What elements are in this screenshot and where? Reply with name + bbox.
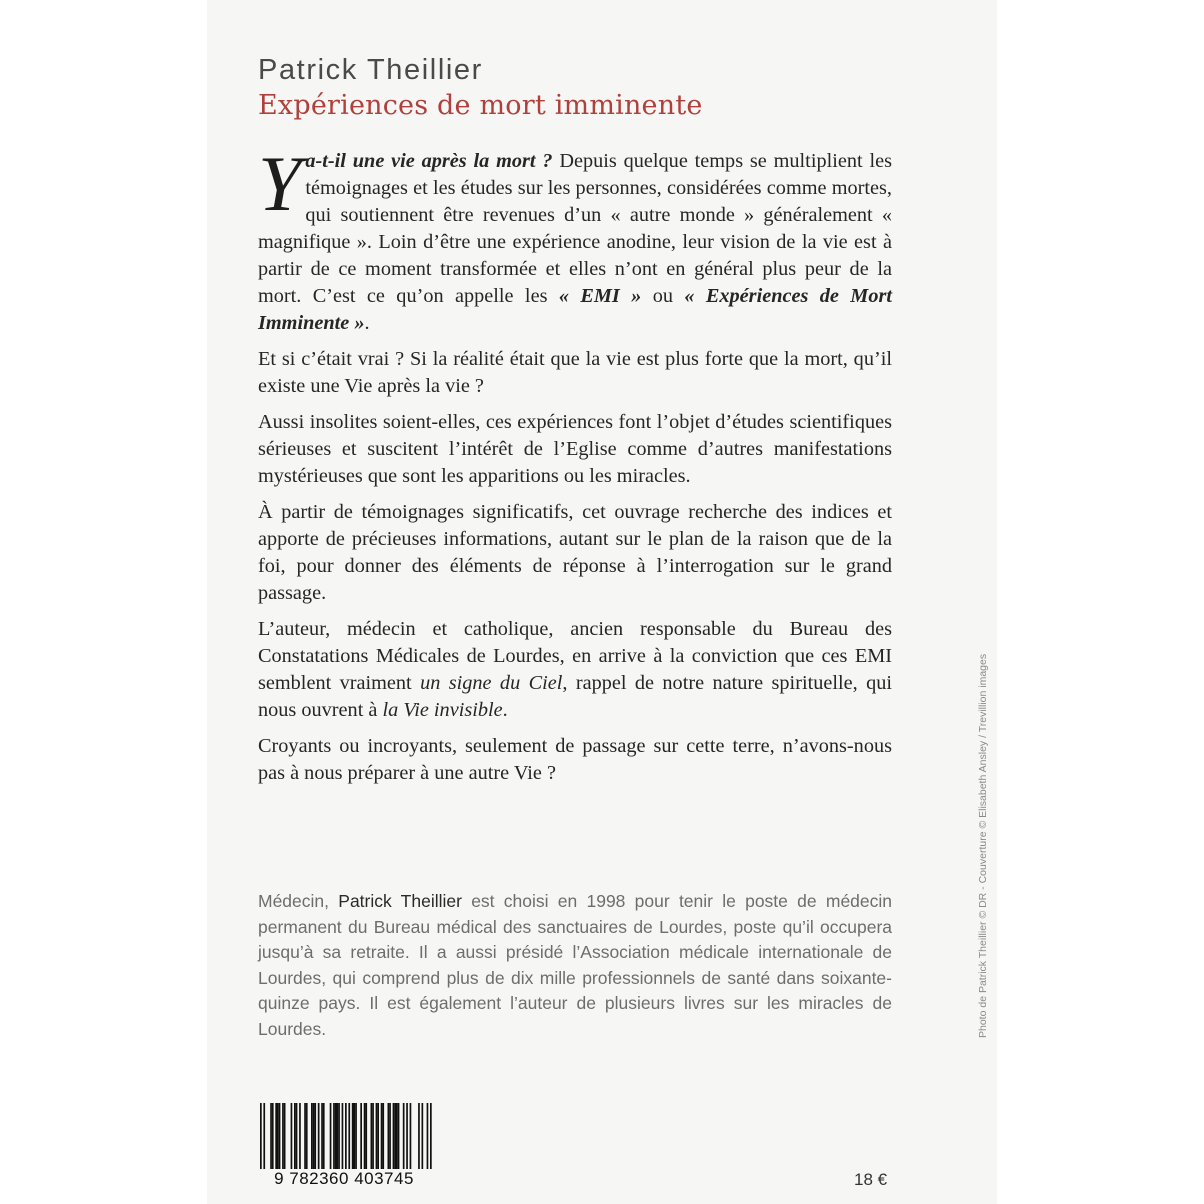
- barcode-bar: [381, 1103, 383, 1169]
- blurb-paragraph-5: [258, 616, 892, 724]
- barcode-bar: [277, 1103, 279, 1169]
- barcode-bars: [254, 1103, 434, 1173]
- barcode-bar: [284, 1103, 286, 1169]
- barcode-bar: [279, 1103, 281, 1169]
- barcode-bar: [330, 1103, 332, 1169]
- barcode-bar: [376, 1103, 378, 1169]
- barcode-bar: [304, 1103, 306, 1169]
- book-title: Expériences de mort imminente: [258, 90, 703, 121]
- emi-abbrev: « EMI »: [558, 285, 642, 307]
- barcode-bar: [393, 1103, 395, 1169]
- barcode-bar: [337, 1103, 339, 1169]
- barcode-bar: [418, 1103, 420, 1169]
- price: 18 €: [854, 1170, 888, 1189]
- blurb-paragraph-6: Croyants ou incroyants, seulement de passage sur cette terre, n’avons-nous pas à nous préparer à une autre Vie ?: [258, 735, 892, 784]
- barcode-bar: [306, 1103, 308, 1169]
- barcode-bar: [294, 1103, 296, 1169]
- barcode-bar: [388, 1103, 390, 1169]
- barcode-bar: [321, 1103, 323, 1169]
- barcode-bar: [372, 1103, 374, 1169]
- invisible-life-phrase: la Vie invisible: [382, 699, 503, 721]
- barcode-bar: [364, 1103, 366, 1169]
- emi-full: « Expériences de Mort Imminente »: [258, 285, 892, 334]
- barcode-bar: [403, 1103, 405, 1169]
- barcode-bar: [311, 1103, 313, 1169]
- barcode-bar: [352, 1103, 354, 1169]
- barcode-bar: [275, 1103, 277, 1169]
- barcode-bar: [260, 1103, 262, 1169]
- blurb-paragraph-2: Et si c’était vrai ? Si la réalité était que la vie est plus forte que la mort, qu’il existe une Vie après la vie ?: [258, 348, 892, 397]
- blurb: [258, 140, 892, 796]
- barcode-bar: [394, 1103, 396, 1169]
- barcode-bar: [360, 1103, 362, 1169]
- barcode-bar: [296, 1103, 298, 1169]
- barcode-bar: [377, 1103, 379, 1169]
- barcode-bar: [355, 1103, 357, 1169]
- blurb-text: .: [502, 699, 508, 721]
- blurb-text: , rappel de notre nature spirituelle, qui nous ouvrent à: [258, 672, 892, 721]
- barcode-bar: [398, 1103, 400, 1169]
- barcode-bar: [427, 1103, 429, 1169]
- barcode-bar: [291, 1103, 293, 1169]
- barcode-bar: [323, 1103, 325, 1169]
- sign-phrase: un signe du Ciel: [420, 672, 563, 694]
- barcode-bar: [272, 1103, 274, 1169]
- blurb-paragraph-3: Aussi insolites soient-elles, ces expériences font l’objet d’études scientifiques sérieuses et suscitent l’intérêt de l’Eglise comme d’autres manifestations mystérieuses que sont les apparitions ou les miracles.: [258, 411, 892, 487]
- isbn-digits: 9 782360 403745: [274, 1169, 414, 1188]
- barcode-bar: [338, 1103, 340, 1169]
- barcode-bar: [270, 1103, 272, 1169]
- barcode-bar: [299, 1103, 301, 1169]
- barcode-bar: [354, 1103, 356, 1169]
- blurb-paragraph-4: À partir de témoignages significatifs, cet ouvrage recherche des indices et apporte de précieuses informations, autant sur le plan de la raison que de la foi, pour donner des éléments de réponse à l’interrogation sur le grand passage.: [258, 501, 892, 604]
- lead-question: a-t-il une vie après la mort ?: [305, 150, 553, 172]
- barcode-bar: [314, 1103, 316, 1169]
- barcode-bar: [318, 1103, 320, 1169]
- barcode-bar: [371, 1103, 373, 1169]
- barcode-bar: [410, 1103, 412, 1169]
- barcode-bar: [365, 1103, 367, 1169]
- barcode-bar: [345, 1103, 347, 1169]
- barcode-bar: [430, 1103, 432, 1169]
- blurb-paragraph-1: [258, 140, 892, 337]
- barcode-bar: [406, 1103, 408, 1169]
- barcode-bar: [282, 1103, 284, 1169]
- bio-prefix: Médecin,: [258, 891, 339, 911]
- credits-text: Photo de Patrick Theillier © DR - Couverture © Elisabeth Ansley / Trevillion images: [977, 653, 989, 1038]
- barcode-bar: [263, 1103, 265, 1169]
- barcode-bar: [335, 1103, 337, 1169]
- barcode-bar: [342, 1103, 344, 1169]
- blurb-text: ou: [641, 285, 685, 307]
- barcode-bar: [348, 1103, 350, 1169]
- barcode-bar: [422, 1103, 424, 1169]
- bio-text: est choisi en 1998 pour tenir le poste de médecin permanent du Bureau médical des sanctuaires de Lourdes, poste qu’il occupera jusqu’à sa retraite. Il a aussi présidé l’Association médicale internationale de Lourdes, qui comprend plus de dix mille professionnels de santé dans soixante-quinze pays. Il est également l’auteur de plusieurs livres sur les miracles de Lourdes.: [258, 891, 893, 1039]
- author-bio: [258, 889, 892, 1043]
- barcode-bar: [333, 1103, 335, 1169]
- bio-author-name: Patrick Theillier: [338, 891, 462, 911]
- barcode-bar: [313, 1103, 315, 1169]
- barcode-bar: [382, 1103, 384, 1169]
- blurb-text: Depuis quelque temps se multiplient les témoignages et les études sur les personnes, considérées comme mortes, qui soutiennent être revenues d’un « autre monde » généralement « magnifique ». Loin d’être une expérience anodine, leur vision de la vie est à partir de ce moment transformée et elles n’ont en général plus peur de la mort. C’est ce qu’on appelle les: [258, 150, 892, 307]
- isbn-barcode: [254, 1103, 434, 1193]
- dropcap: Y: [258, 140, 302, 227]
- barcode-bar: [389, 1103, 391, 1169]
- barcode-bar: [396, 1103, 398, 1169]
- author-name: Patrick Theillier: [258, 54, 483, 86]
- blurb-text: L’auteur, médecin et catholique, ancien responsable du Bureau des Constatations Médicales de Lourdes, en arrive à la conviction que ces EMI semblent vraiment: [258, 618, 892, 694]
- blurb-text: .: [364, 312, 370, 334]
